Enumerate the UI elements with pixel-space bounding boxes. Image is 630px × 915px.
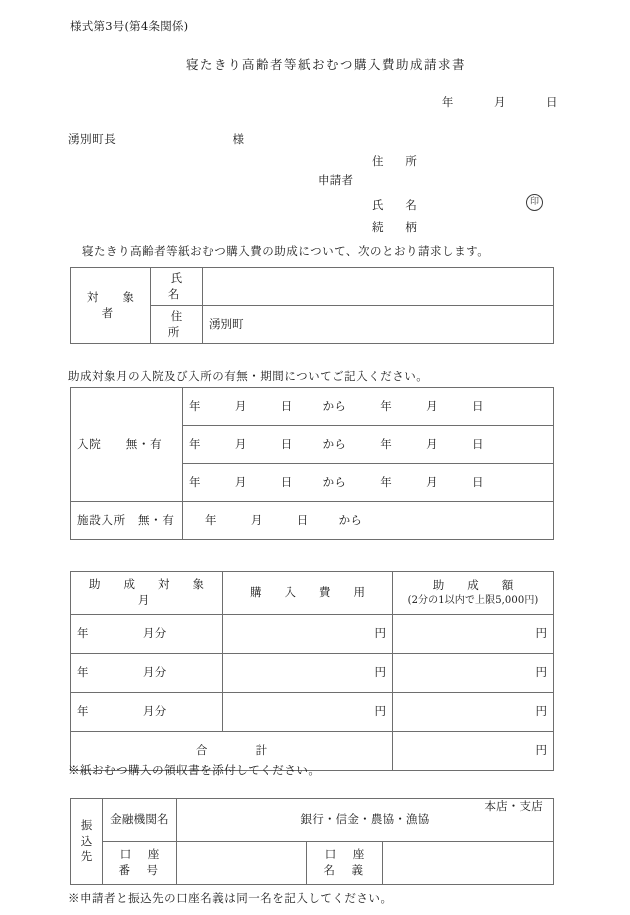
header-target-month-text: 助 成 対 象 月 [89,577,227,607]
year-label: 年 [77,665,89,680]
target-name-value[interactable] [203,268,554,306]
facility-period-row[interactable] [183,502,554,540]
page-title: 寝たきり高齢者等紙おむつ購入費助成請求書 [185,57,466,72]
month-label: 月 [426,398,438,413]
bank-side-label-char-3: 先 [80,849,93,864]
table-row [71,799,554,842]
account-number-label: 口 座 番 号 [103,842,177,885]
day-label: 日 [472,398,484,413]
month-label: 月 [234,474,247,489]
bank-side-label-char-2: 込 [80,833,93,848]
subsidy-month-cell-3[interactable] [71,693,223,732]
subsidy-cost-cell-2[interactable]: 円 [223,654,393,693]
table-row [71,268,554,306]
month-label: 月分 [142,704,167,719]
applicant-relation-label: 続 柄 [372,220,423,234]
addressee [68,131,245,147]
request-statement: 寝たきり高齢者等紙おむつ購入費の助成について、次のとおり請求します。 [82,244,490,258]
subsidy-amount-cell-2[interactable]: 円 [393,654,554,693]
from-label: から [338,512,363,527]
hospital-period-row-2[interactable] [183,426,554,464]
target-address-value[interactable]: 湧別町 [203,306,554,344]
institution-kinds: 銀行・信金・農協・漁協 [300,812,430,827]
applicant-relation-row [318,216,422,238]
month-label: 月分 [142,665,167,680]
month-label: 月 [426,436,438,451]
header-subsidy-amount-note: (2分の1以内で上限5,000円) [407,595,539,606]
year-label: 年 [189,398,201,413]
account-note: ※申請者と振込先の口座名義は同一名を記入してください。 [68,891,393,905]
from-label: から [322,398,347,413]
total-amount-cell[interactable]: 円 [393,732,554,771]
table-row [71,842,554,885]
header-subsidy-amount-text: 助 成 額 [432,578,519,593]
date-year-label: 年 [441,95,454,109]
applicant-address-row [318,150,422,172]
account-name-label: 口 座 名 義 [307,842,383,885]
institution-label: 金融機関名 [103,799,177,842]
month-label: 月分 [142,626,167,641]
hospital-label[interactable]: 入院 無・有 [71,388,183,502]
addressee-name: 湧別町長 [68,132,117,146]
account-number-value[interactable] [177,842,307,885]
year-label: 年 [380,474,393,489]
form-number: 様式第3号(第4条関係) [70,19,189,33]
from-label: から [322,436,347,451]
year-label: 年 [77,704,89,719]
date-line [442,94,558,110]
table-row [71,502,554,540]
hospital-period-row-3[interactable] [183,464,554,502]
header-target-month [71,572,227,615]
year-label: 年 [189,474,201,489]
subsidy-amount-cell-3[interactable]: 円 [393,693,554,732]
table-row [71,654,554,693]
total-label: 合 計 [71,732,393,771]
year-label: 年 [189,436,201,451]
month-label: 月 [426,474,438,489]
subsidy-cost-cell-1[interactable]: 円 [223,615,393,654]
target-person-table [70,267,554,344]
seal-icon: 印 [526,194,543,211]
facility-label[interactable]: 施設入所 無・有 [71,502,183,540]
month-label: 月 [234,436,247,451]
applicant-address-label: 住 所 [372,154,423,168]
institution-kinds-cell[interactable] [177,799,554,842]
month-label: 月 [250,512,263,527]
hospitalization-table [70,387,554,540]
date-month-label: 月 [493,95,506,109]
day-label: 日 [280,398,293,413]
year-label: 年 [380,398,393,413]
year-label: 年 [77,626,89,641]
target-address-label: 住 所 [151,306,203,344]
from-label: から [322,474,347,489]
year-label: 年 [380,436,393,451]
target-person-label: 対 象 者 [71,268,151,344]
year-label: 年 [205,512,217,527]
date-day-label: 日 [546,95,558,109]
header-subsidy-amount [393,572,554,615]
bank-table [70,798,554,885]
table-row [71,615,554,654]
applicant-label: 申請者 [318,173,354,187]
account-name-value[interactable] [383,842,554,885]
header-purchase-cost-text: 購 入 費 用 [250,585,371,600]
hospital-period-row-1[interactable] [183,388,554,426]
applicant-block [318,150,539,238]
applicant-name-label: 氏 名 [372,198,423,212]
table-header-row [71,572,554,615]
receipt-note: ※紙おむつ購入の領収書を添付してください。 [68,763,321,777]
subsidy-amount-cell-1[interactable]: 円 [393,615,554,654]
header-purchase-cost [223,572,393,615]
day-label: 日 [472,436,484,451]
bank-side-label [71,799,103,885]
subsidy-table [70,571,554,771]
day-label: 日 [280,436,293,451]
target-name-label: 氏 名 [151,268,203,306]
applicant-name-row [318,194,422,216]
subsidy-month-cell-1[interactable] [71,615,223,654]
day-label: 日 [296,512,309,527]
subsidy-cost-cell-3[interactable]: 円 [223,693,393,732]
day-label: 日 [280,474,293,489]
table-row [71,693,554,732]
hospitalization-statement: 助成対象月の入院及び入所の有無・期間についてご記入ください。 [68,369,429,383]
month-label: 月 [234,398,247,413]
table-row [71,388,554,426]
addressee-honorific: 様 [232,132,245,146]
day-label: 日 [472,474,484,489]
branch-kinds: 本店・支店 [484,799,543,813]
subsidy-month-cell-2[interactable] [71,654,223,693]
bank-side-label-char-1: 振 [80,818,93,833]
